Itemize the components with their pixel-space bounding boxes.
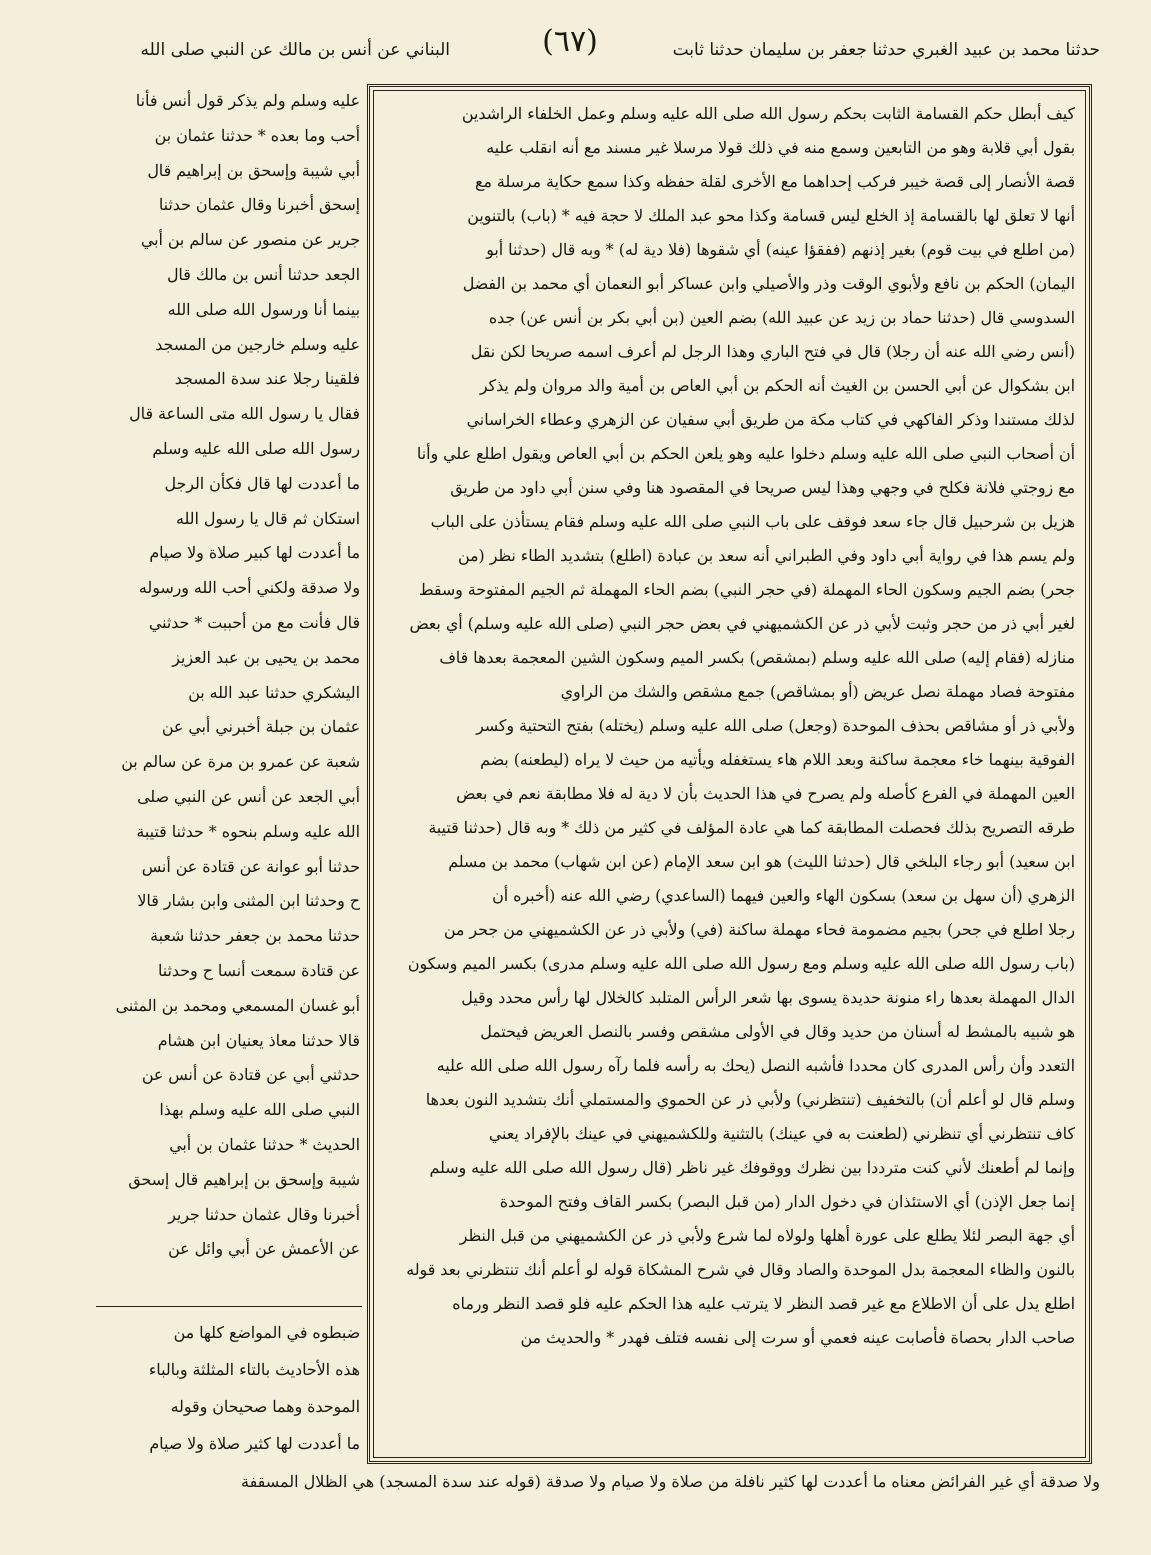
page-number: (٦٧)	[542, 24, 598, 59]
commentary-line: هو شبيه بالمشط له أسنان من حديد وقال في الأولى مشقص وفسر بالنصل العريض فيحتمل	[480, 1022, 1075, 1041]
commentary-line: وإنما لم أطعنك لأني كنت مترددا بين نظرك ووقوفك غير ناظر (قال رسول الله صلى الله عليه وسلم	[429, 1158, 1075, 1177]
hadith-line: الله عليه وسلم بنحوه * حدثنا قتيبة	[136, 821, 360, 841]
hadith-line: فقال يا رسول الله متى الساعة قال	[129, 404, 360, 424]
commentary-line: طرقه التصريح بذلك فحصلت المطابقة كما هي عادة المؤلف في كثير من ذلك * وبه قال (حدثنا قتيبة	[428, 818, 1075, 837]
hadith-line: عن الأعمش عن أبي وائل عن	[168, 1239, 360, 1259]
commentary-line: (باب رسول الله صلى الله عليه وسلم ومع رسول الله صلى الله عليه وسلم مدرى) بكسر الميم وسكون	[407, 954, 1075, 973]
commentary-line: وسلم قال لو أعلم أن) بالتخفيف (تنتظرني) ولأبي ذر عن الحموي والمستملي أنك بتشديد النون بعدها	[425, 1090, 1075, 1109]
commentary-line: كاف تنتظرني أي تنظرني (لطعنت به في عينك) بالتثنية وللكشميهني في عينك بالإفراد يعني	[488, 1124, 1075, 1143]
hadith-line: إسحق أخبرنا وقال عثمان حدثنا	[158, 195, 360, 215]
hadith-line: عثمان بن جبلة أخبرني أبي عن	[161, 717, 360, 737]
commentary-line: ابن سعيد) أبو رجاء البلخي قال (حدثنا الليث) هو ابن سعد الإمام (عن ابن شهاب) محمد بن مسلم	[448, 852, 1075, 871]
hadith-line: قالا حدثنا معاذ يعنيان ابن هشام	[157, 1030, 360, 1050]
hadith-line: محمد بن يحيى بن عبد العزيز	[172, 647, 360, 667]
hadith-line: ولا صدقة ولكني أحب الله ورسوله	[138, 578, 360, 598]
commentary-line: الزهري (أن سهل بن سعد) بسكون الهاء والعين فيهما (الساعدي) رضي الله عنه (أخبره أن	[492, 886, 1075, 905]
margin-notes	[90, 1314, 360, 1464]
commentary-line: السدوسي قال (حدثنا حماد بن زيد عن عبيد الله) بضم العين (بن أبي بكر بن أنس عن) جده	[488, 308, 1075, 327]
hadith-line: أبي الجعد عن أنس عن النبي صلى	[137, 786, 360, 806]
header-left-text: البناني عن أنس بن مالك عن النبي صلى الله	[140, 40, 450, 60]
commentary-line: صاحب الدار بحصاة فأصابت عينه فعمي أو سرت إلى نفسه فتلف فهدر * والحديث من	[520, 1328, 1075, 1347]
commentary-line: أي جهة البصر لئلا يطلع على عورة أهلها ولولاه لما شرع ولأبي ذر عن الكشميهني من قبل النظر	[459, 1226, 1075, 1245]
commentary-line: كيف أبطل حكم القسامة الثابت بحكم رسول الله صلى الله عليه وسلم وعمل الخلفاء الراشدين	[461, 104, 1075, 123]
hadith-line: الجعد حدثنا أنس بن مالك قال	[166, 264, 360, 284]
notes-divider	[96, 1306, 362, 1307]
hadith-line: اليشكري حدثنا عبد الله بن	[188, 682, 360, 702]
commentary-line: اليمان) الحكم بن نافع ولأبوي الوقت وذر والأصيلي وابن عساكر أبو النعمان أي محمد بن الفضل	[462, 274, 1075, 293]
hadith-line: شيبة وإسحق بن إبراهيم قال إسحق	[128, 1169, 360, 1189]
commentary-line: مع زوجتي فلانة فكلح في وجهي وهذا ليس صريحا في المقصود هنا وفي سنن أبي داود من طريق	[450, 478, 1075, 497]
commentary-line: التعدد وأن رأس المدرى كان محددا فأشبه النصل (يحك به رأسه فلما رآه رسول الله صلى الله عليه	[436, 1056, 1075, 1075]
note-line: هذه الأحاديث بالتاء المثلثة وبالباء	[148, 1360, 360, 1379]
commentary-line: هزيل بن شرحبيل قال جاء سعد فوقف على باب النبي صلى الله عليه وسلم فقام يستأذن على الباب	[430, 512, 1075, 531]
commentary-line: ولأبي ذر أو مشاقص بحذف الموحدة (وجعل) صلى الله عليه وسلم (يختله) بفتح التحتية وكسر	[476, 716, 1075, 735]
commentary-line: الفوقية بينهما خاء معجمة ساكنة وبعد اللام هاء يستغفله ويأتيه من حيث لا يراه (ليطعنه) بضم	[480, 750, 1075, 769]
header-right-text: حدثنا محمد بن عبيد الغبري حدثنا جعفر بن سليمان حدثنا ثابت	[672, 40, 1100, 60]
commentary-line: ابن بشكوال عن أبي الحسن بن الغيث أنه الحكم بن أبي العاص بن أمية والد مروان ولم يذكر	[479, 376, 1075, 395]
commentary-line: أن أصحاب النبي صلى الله عليه وسلم دخلوا عليه وهو يلعن الحكم بن أبي العاص ويقول اطلع علي وأنا	[416, 444, 1075, 463]
commentary-line: لذلك مستندا وذكر الفاكهي في كتاب مكة من طريق أبي سفيان عن الزهري وعطاء الخراساني	[466, 410, 1075, 429]
note-line: ما أعددت لها كثير صلاة ولا صيام	[149, 1434, 360, 1453]
commentary-line: مفتوحة فصاد مهملة نصل عريض (أو بمشاقص) جمع مشقص والشك من الراوي	[560, 682, 1075, 701]
hadith-line: أحب وما بعده * حدثنا عثمان بن	[154, 125, 360, 145]
note-line: الموحدة وهما صحيحان وقوله	[170, 1397, 360, 1416]
commentary-line: إنما جعل الإذن) أي الاستئذان في دخول الدار (من قبل البصر) بكسر القاف وفتح الموحدة	[499, 1192, 1075, 1211]
commentary-frame	[367, 84, 1092, 1464]
hadith-line: بينما أنا ورسول الله صلى الله	[167, 299, 360, 319]
hadith-line: أخبرنا وقال عثمان حدثنا جرير	[168, 1204, 360, 1224]
commentary-line: منازله (فقام إليه) صلى الله عليه وسلم (بمشقص) بكسر الميم وسكون الشين المعجمة بعدها قاف	[439, 648, 1075, 667]
hadith-line: شعبة عن عمرو بن مرة عن سالم بن	[121, 752, 360, 772]
hadith-line: النبي صلى الله عليه وسلم بهذا	[159, 1100, 360, 1120]
commentary-line: رجلا اطلع في جحر) بجيم مضمومة فحاء مهملة ساكنة (في) ولأبي ذر عن الكشميهني من جحر من	[443, 920, 1075, 939]
hadith-line: الحديث * حدثنا عثمان بن أبي	[169, 1134, 360, 1154]
hadith-line: أبو غسان المسمعي ومحمد بن المثنى	[115, 995, 360, 1015]
hadith-line: عن قتادة سمعت أنسا ح وحدثنا	[157, 960, 360, 980]
hadith-line: جرير عن منصور عن سالم بن أبي	[140, 230, 360, 250]
commentary-line: بقول أبي قلابة وهو من التابعين وسمع منه في ذلك قولا مرسلا غير مسند مع أنه انقلب عليه	[486, 138, 1075, 157]
hadith-line: ما أعددت لها قال فكأن الرجل	[164, 473, 360, 493]
page-header	[60, 24, 1100, 86]
hadith-line: رسول الله صلى الله عليه وسلم	[152, 438, 360, 458]
commentary-line: أنها لا تعلق لها بالقسامة إذ الخلع ليس قسامة وكذا محو عبد الملك لا حجة فيه * (باب) بالتنوين	[467, 206, 1075, 225]
hadith-line: قال فأنت مع من أحببت * حدثني	[148, 612, 360, 632]
hadith-line: حدثنا محمد بن جعفر حدثنا شعبة	[150, 926, 360, 946]
commentary-line: لغير أبي ذر من حجر وثبت لأبي ذر عن الكشميهني في بعض حجر النبي (صلى الله عليه وسلم) أي بعض	[409, 614, 1075, 633]
commentary-line: الدال المهملة بعدها راء منونة حديدة يسوى بها شعر الرأس المتلبد كالخلال لها رأس محدد وقيل	[461, 988, 1075, 1007]
commentary-line: (أنس رضي الله عنه أن رجلا) قال في فتح الباري وهذا الرجل لم أعرف اسمه صريحا لكن نقل	[470, 342, 1075, 361]
hadith-side-column	[60, 84, 360, 1302]
hadith-line: حدثني أبي عن قتادة عن أنس عن	[141, 1065, 360, 1085]
hadith-line: استكان ثم قال يا رسول الله	[175, 508, 360, 528]
page-footer-text: ولا صدقة أي غير الفرائض معناه ما أعددت لها كثير نافلة من صلاة ولا صيام ولا صدقة (قوله عند سدة المسجد) هي الظلال المسقفة	[240, 1472, 1100, 1491]
hadith-line: عليه وسلم ولم يذكر قول أنس فأنا	[135, 91, 360, 110]
hadith-line: ح وحدثنا ابن المثنى وابن بشار قالا	[137, 891, 360, 911]
commentary-line: العين المهملة في الفرع كأصله ولم يصرح في هذا الحديث بأن لا دية له فلا مطابقة نعم في بعض	[456, 784, 1075, 803]
commentary-line: جحر) بضم الجيم وسكون الحاء المهملة (في حجر النبي) بضم الحاء المهملة ثم الجيم المفتوحة وسقط	[418, 580, 1075, 599]
commentary-text	[384, 97, 1075, 1355]
note-line: ضبطوه في المواضع كلها من	[173, 1323, 360, 1342]
hadith-line: ما أعددت لها كبير صلاة ولا صيام	[149, 543, 360, 563]
commentary-line: ولم يسم هذا في رواية أبي داود وفي الطبراني أنه سعد بن عبادة (اطلع) بتشديد الطاء نظر (من	[458, 546, 1075, 565]
commentary-line: (من اطلع في بيت قوم) بغير إذنهم (ففقؤا عينه) أي شقوها (فلا دية له) * وبه قال (حدثنا أبو	[486, 240, 1075, 259]
commentary-line: اطلع يدل على أن الاطلاع مع غير قصد النظر لا يترتب عليه هذا الحكم عليه فلو قصد النظر ورماه	[452, 1294, 1075, 1313]
hadith-line: حدثنا أبو عوانة عن قتادة عن أنس	[141, 856, 360, 876]
hadith-line: عليه وسلم خارجين من المسجد	[155, 334, 360, 354]
hadith-line: فلقينا رجلا عند سدة المسجد	[174, 369, 360, 389]
commentary-line: قصة الأنصار إلى قصة خيبر فركب إحداهما مع الأخرى لقلة حفظه وكذا سمع حكاية مرسلة مع	[474, 172, 1075, 191]
hadith-line: أبي شيبة وإسحق بن إبراهيم قال	[147, 160, 360, 180]
commentary-line: بالنون والظاء المعجمة بدل الموحدة والصاد وقال في شرح المشكاة قوله لو أعلم أنك تنتظرني بعد قوله	[406, 1260, 1075, 1279]
